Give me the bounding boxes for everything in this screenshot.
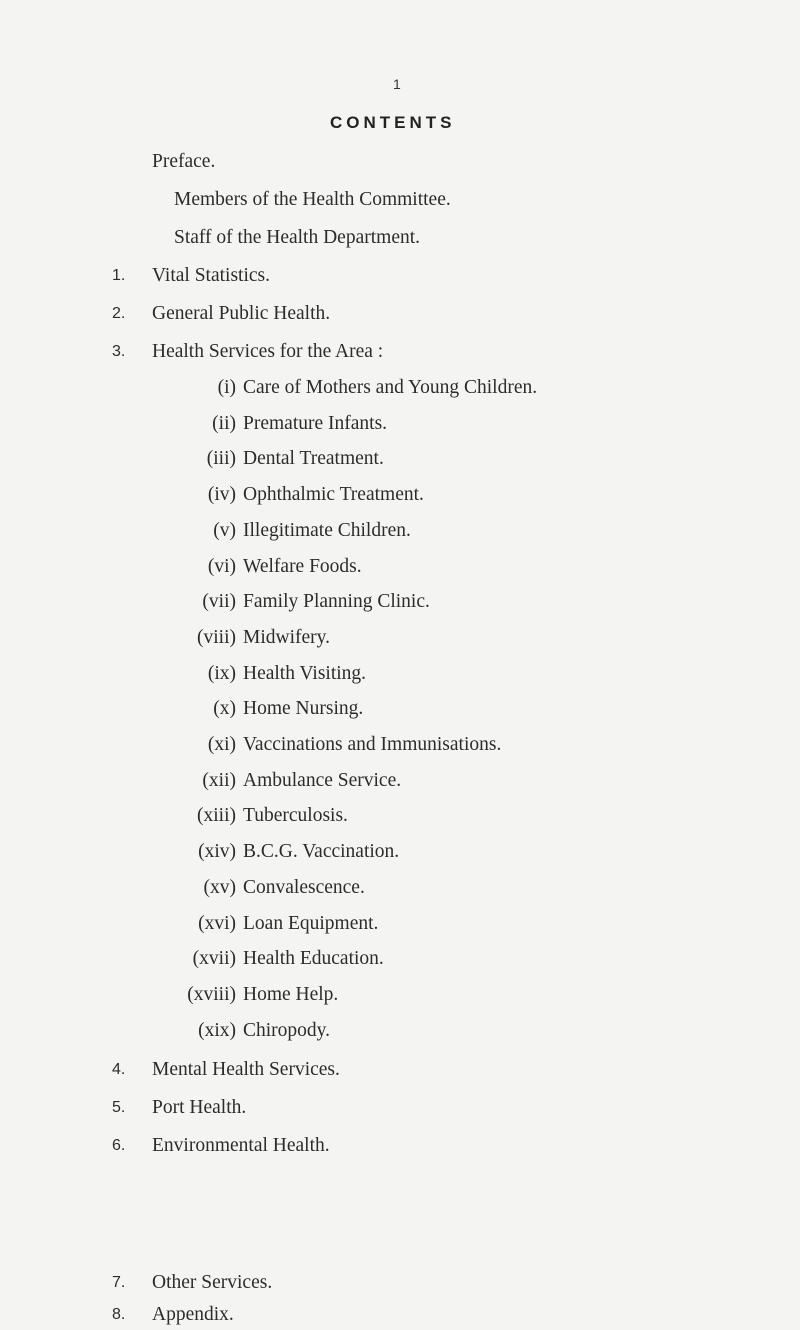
page-number: 1 [393, 76, 401, 92]
section-label: Environmental Health. [152, 1135, 330, 1156]
subsection-label: Loan Equipment. [243, 912, 379, 934]
subsection-label: Welfare Foods. [243, 555, 362, 577]
subsection-number: (xviii) [187, 983, 236, 1005]
subsection-label: Illegitimate Children. [243, 519, 411, 541]
subsection-label: Health Education. [243, 948, 384, 970]
subsection-number: (x) [213, 698, 236, 720]
section-number: 6. [112, 1137, 126, 1154]
section-label: Appendix. [152, 1304, 234, 1325]
subsection-number: (i) [217, 377, 236, 398]
subsection-label: Dental Treatment. [243, 448, 384, 470]
subsection-number: (viii) [197, 626, 236, 648]
subsection-number: (xi) [207, 734, 236, 755]
subsection-label: Vaccinations and Immunisations. [243, 734, 502, 755]
section-number: 1. [112, 267, 126, 284]
section-number: 4. [112, 1061, 126, 1078]
subsection-number: (xv) [203, 876, 236, 898]
subsection-number: (vii) [202, 591, 236, 613]
subsection-label: Ambulance Service. [243, 769, 402, 791]
contents-entry-preface: Preface. [152, 151, 216, 172]
subsection-label: Tuberculosis. [243, 805, 348, 827]
subsection-label: B.C.G. Vaccination. [243, 841, 400, 863]
subsection-label: Family Planning Clinic. [243, 591, 430, 613]
subsection-number: (iv) [207, 484, 236, 506]
section-label: Health Services for the Area : [152, 341, 384, 362]
section-number: 7. [112, 1274, 126, 1291]
section-label: General Public Health. [152, 303, 331, 324]
section-label: Port Health. [152, 1097, 247, 1118]
subsection-number: (xvii) [192, 948, 236, 970]
subsection-label: Home Nursing. [243, 698, 364, 720]
section-number: 8. [112, 1306, 126, 1323]
contents-entry-staff: Staff of the Health Department. [174, 227, 421, 248]
section-number: 2. [112, 305, 126, 322]
subsection-number: (v) [213, 519, 236, 541]
subsection-label: Ophthalmic Treatment. [243, 484, 424, 506]
subsection-label: Home Help. [243, 983, 339, 1005]
subsection-label: Health Visiting. [243, 662, 367, 684]
subsection-number: (xii) [202, 769, 236, 791]
subsection-number: (vi) [207, 555, 236, 577]
section-label: Mental Health Services. [152, 1059, 340, 1080]
subsection-number: (ix) [207, 662, 236, 684]
contents-entry-members: Members of the Health Committee. [174, 189, 451, 210]
subsection-number: (xiv) [198, 841, 236, 863]
subsection-number: (iii) [206, 448, 236, 470]
section-number: 3. [112, 343, 126, 360]
subsection-number: (xix) [198, 1019, 236, 1041]
subsection-number: (ii) [212, 412, 236, 434]
subsection-label: Midwifery. [243, 626, 331, 648]
section-number: 5. [112, 1099, 126, 1116]
subsection-number: (xiii) [197, 805, 236, 827]
subsection-label: Chiropody. [243, 1019, 331, 1041]
subsection-label: Convalescence. [243, 876, 365, 898]
section-label: Vital Statistics. [152, 265, 270, 286]
subsection-label: Care of Mothers and Young Children. [243, 377, 538, 398]
subsection-label: Premature Infants. [243, 412, 388, 434]
subsection-number: (xvi) [198, 912, 236, 934]
page-title: CONTENTS [330, 113, 456, 132]
section-label: Other Services. [152, 1272, 273, 1293]
